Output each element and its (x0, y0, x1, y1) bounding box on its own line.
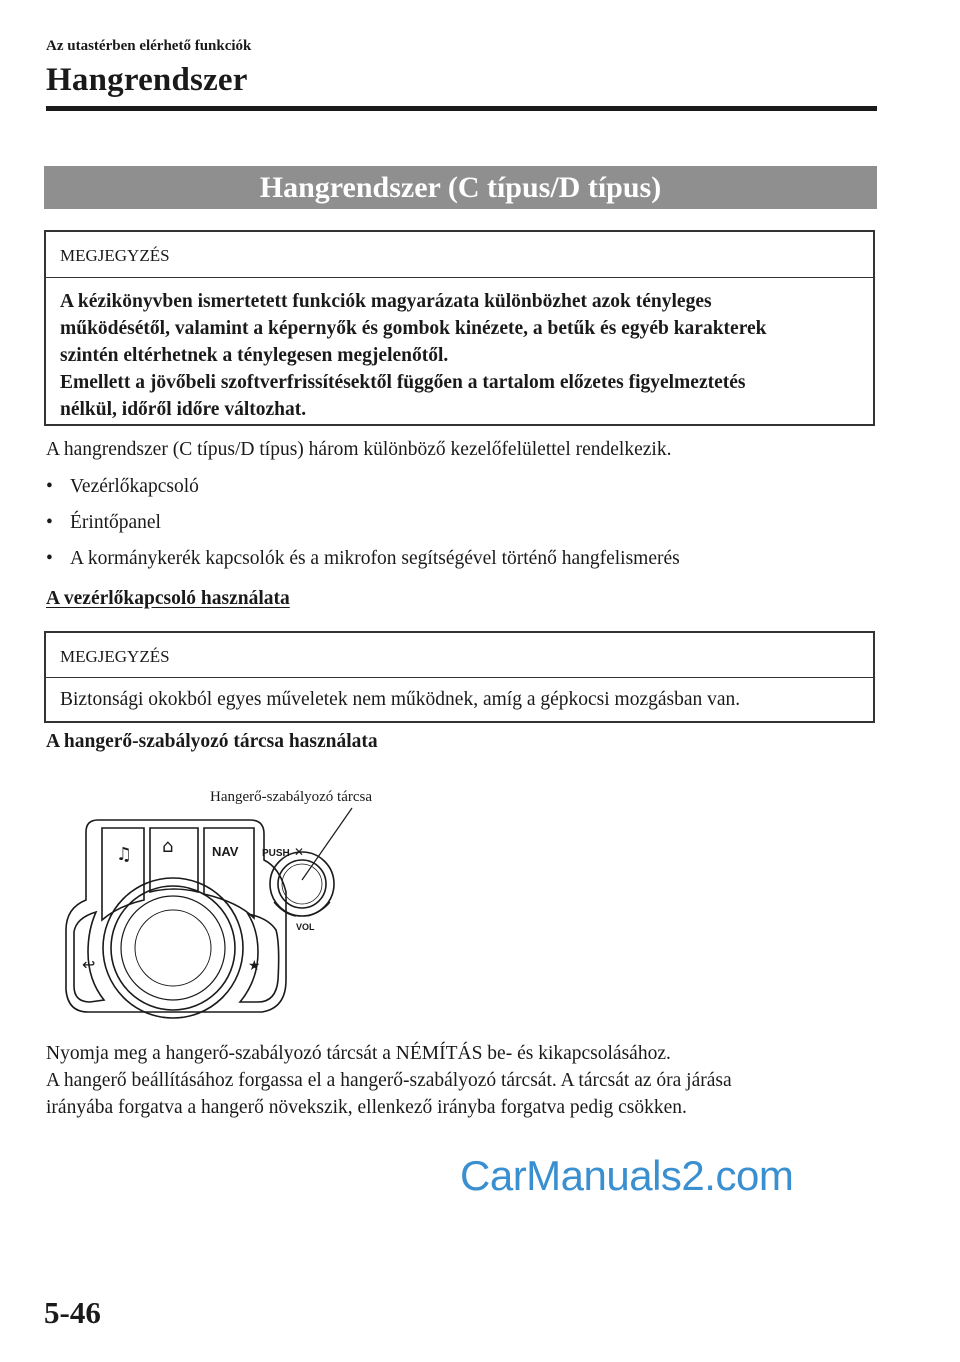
vol-label: VOL (296, 922, 315, 932)
subsection-heading: A vezérlőkapcsoló használata (46, 588, 290, 609)
footer-url: carmanualsonline.info (684, 1340, 869, 1361)
list-item-text: Vezérlőkapcsoló (70, 476, 199, 497)
list-item-text: Érintőpanel (70, 512, 161, 533)
note-label: MEGJEGYZÉS (46, 232, 873, 278)
volume-dial-outer (270, 852, 334, 916)
note-label: MEGJEGYZÉS (46, 633, 873, 678)
note-line: szintén eltérhetnek a ténylegesen megjelenőtől. (60, 345, 449, 366)
mute-icon: ✕ (294, 845, 305, 859)
volume-heading: A hangerő-szabályozó tárcsa használata (46, 731, 378, 752)
music-icon: ♫ (116, 844, 133, 865)
note-line: Emellett a jövőbeli szoftverfrissítésektől függően a tartalom előzetes figyelmeztetés (60, 372, 746, 393)
note-line: A kézikönyvben ismertetett funkciók magyarázata különbözhet azok tényleges (60, 291, 712, 312)
note-box-general (44, 230, 875, 426)
star-icon: ★ (248, 958, 261, 974)
bullet-icon: • (46, 512, 53, 533)
note-body (46, 678, 873, 713)
paragraph-line: A hangerő beállításához forgassa el a hangerő-szabályozó tárcsát. A tárcsát az óra járása (46, 1070, 732, 1091)
watermark: CarManuals2.com (460, 1152, 794, 1199)
bullet-icon: • (46, 476, 53, 497)
music-button (102, 828, 144, 920)
commander-knob-ring (103, 878, 243, 1018)
nav-button (204, 828, 254, 918)
list-item (46, 512, 161, 534)
home-icon: ⌂ (162, 836, 174, 857)
push-label: PUSH (262, 848, 290, 859)
note-line: Biztonsági okokból egyes műveletek nem működnek, amíg a gépkocsi mozgásban van. (60, 689, 741, 710)
page-number: 5-46 (44, 1295, 101, 1330)
note-body (46, 278, 873, 423)
volume-dial (278, 860, 326, 908)
list-item (46, 476, 199, 498)
volume-paragraph (46, 1040, 732, 1121)
list-item-text: A kormánykerék kapcsolók és a mikrofon segítségével történő hangfelismerés (70, 548, 680, 569)
intro-paragraph: A hangrendszer (C típus/D típus) három különböző kezelőfelülettel rendelkezik. (46, 439, 672, 460)
bullet-icon: • (46, 548, 53, 569)
note-box-safety (44, 631, 875, 723)
home-button (150, 828, 198, 892)
section-banner: Hangrendszer (C típus/D típus) (44, 166, 877, 209)
back-icon: ↩ (82, 955, 96, 974)
title-rule (46, 106, 877, 111)
nav-label: NAV (212, 844, 239, 859)
commander-switch-illustration (40, 780, 440, 1020)
breadcrumb: Az utastérben elérhető funkciók (46, 38, 252, 54)
list-item (46, 548, 680, 570)
note-line: működésétől, valamint a képernyők és gombok kinézete, a betűk és egyéb karakterek (60, 318, 767, 339)
note-line: nélkül, időről időre változhat. (60, 399, 307, 420)
page-title: Hangrendszer (46, 62, 248, 98)
paragraph-line: irányába forgatva a hangerő növekszik, ellenkező irányba forgatva pedig csökken. (46, 1097, 687, 1118)
paragraph-line: Nyomja meg a hangerő-szabályozó tárcsát a NÉMÍTÁS be- és kikapcsolásához. (46, 1043, 671, 1064)
figure-callout: Hangerő-szabályozó tárcsa (210, 789, 372, 805)
callout-leader (302, 808, 352, 880)
